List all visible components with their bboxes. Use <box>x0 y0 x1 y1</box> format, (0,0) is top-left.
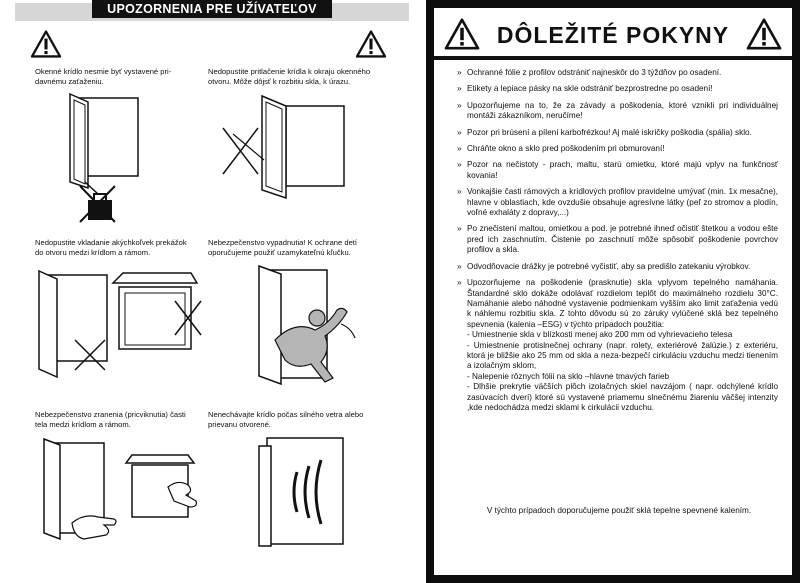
sub-item: - Umiestnenie protislnečnej ochrany (napr. rolety, exteriérové žalúzie.) z exteriéru, ktorá je bližšie ako 25 mm od skla a neza-bezpečí cirkuláciu vzduchu medzi tienením a izolačným sklom, <box>467 340 778 371</box>
right-title: DÔLEŽITÉ POKYNY <box>496 22 730 48</box>
warning-triangle-icon <box>30 30 62 58</box>
window-wind-illustration <box>255 432 355 552</box>
sub-item: - Nalepenie rôznych fólii na sklo –hlavne tmavých farieb <box>467 371 670 381</box>
panel-4-caption: Nebezpečenstvo vypadnutia! K ochrane detí oporučujeme použiť uzamykateľnú kľučku. <box>208 238 358 257</box>
sub-item: - Dlhšie prekrytie väčších plôch izolačných skiel navzájom ( napr. odchýlené krídlo zasúvacích dverí) ktoré sú vystavené priamemu slnečnému žiareniu väčšej intenzity ,kde nedochádza medzi sklami k cirkulácii vzduchu. <box>467 382 778 412</box>
list-item: » Ochranné fólie z profilov odstrániť najneskôr do 3 týždňov po osadení. <box>457 68 722 77</box>
list-item: » Vonkajšie časti rámových a krídlových profilov pravidelne umývať (min. 1x mesačne), hlavne v oblastiach, kde ovzdušie obsahuje agresívne látky (peľ zo stromov a plodín, voľné exhaláty z dopravy,...) <box>457 187 778 218</box>
list-item: » Etikety a lepiace pásky na skle odstrániť bezprostredne po osadení! <box>457 84 713 94</box>
instructions-panel <box>434 8 792 575</box>
hand-pinch-illustration <box>38 435 228 545</box>
panel-3-caption: Nedopustite vkladanie akýchkoľvek prekážok do otvoru medzi krídlom a rámom. <box>35 238 187 257</box>
right-page <box>426 0 800 583</box>
list-item: » Pozor na nečistoty - prach, maltu, starú omietku, ktoré majú vplyv na funkčnosť kovania! <box>457 160 778 180</box>
window-pressed-illustration <box>218 90 358 225</box>
panel-2-caption: Nedopustite pritlačenie krídla k okraju okenného otvoru. Môže dôjsť k rozbitiu skla, k úrazu. <box>208 67 371 86</box>
window-weight-illustration <box>60 90 170 225</box>
list-item: » Odvodňovacie drážky je potrebné vyčistiť, aby sa predišlo zatekaniu výrobkov. <box>457 261 751 271</box>
list-item: » Upozorňujeme na to, že za závady a poškodenia, ktoré vznikli pri individuálnej montáži zákazníkom, neručíme! <box>457 100 778 121</box>
list-item: » Chráňte okno a sklo pred poškodením pri obmurovaní! <box>457 144 665 154</box>
warning-triangle-icon <box>355 30 387 58</box>
panel-5-caption: Nebezpečenstvo zranenia (pricviknutia) časti tela medzi krídlom a rámom. <box>35 410 186 429</box>
footnote: V týchto prípadoch doporučujeme použiť sklá tepelne spevnené kalením. <box>486 506 752 515</box>
warning-triangle-icon <box>746 18 782 50</box>
panel-1-caption: Okenné krídlo nesmie byť vystavené pri- davnému zaťaženiu. <box>35 67 172 86</box>
list-item: » Pozor pri brúsení a pílení karbofrézkou! Aj malé iskričky poškodia (spália) sklo. <box>457 127 752 137</box>
left-banner-title: UPOZORNENIA PRE UŽÍVATEĽOV <box>92 0 332 18</box>
window-obstacle-illustration <box>35 265 205 385</box>
title-divider <box>434 56 792 60</box>
instruction-list <box>434 68 792 419</box>
sub-item: - Umiestnenie skla v blízkosti menej ako 200 mm od vyhrievacieho telesa <box>467 330 733 340</box>
list-item-thermal-stress: » Upozorňujeme na poškodenie (prasknutie) skla vplyvom tepelného namáhania. Štandardné sklo dokáže odolávať rozdielom teplôt do maximálneho rozdielu 30°C. Namáhanie alebo náhodné vystavenie podmienkam vyšším ako limit zaťaženia vedú k náhlemu rozbitiu skla. Z tohto dôvodu sú zo záruky vylúčené sklá bez tepelného spevnenia (kalenia –ESG) v týchto prípadoch použitia: - Umiestnenie skla v blízkosti menej ako 200 mm od vyhrievacieho telesa - Umiestnenie protislnečnej ochrany (napr. rolety, exteriérové žalúzie.) z exteriéru, ktorá je bližšie ako 25 mm od skla a neza-bezpečí cirkuláciu vzduchu medzi tienením a izolačným sklom, - Nalepenie rôznych fólii na sklo –hlavne tmavých farieb - Dlhšie prekrytie väčších plôch izolačných skiel navzájom ( napr. odchýlené krídlo zasúvacích dverí) ktoré sú vystavené priamemu slnečnému žiareniu väčšej intenzity ,kde nedochádza medzi sklami k cirkulácii vzduchu. <box>457 278 778 412</box>
falling-person-illustration <box>245 260 385 390</box>
list-item: » Po znečistení maltou, omietkou a pod. je potrebné ihneď očistiť štetkou a vodou ešte pred ich zaschnutím. Čistenie po zaschnutí môže spôsobiť poškodenie povrchov profilov a skla. <box>457 224 778 255</box>
panel-6-caption: Nenechávajte krídlo počas silného vetra alebo prievanu otvorené. <box>208 410 364 429</box>
